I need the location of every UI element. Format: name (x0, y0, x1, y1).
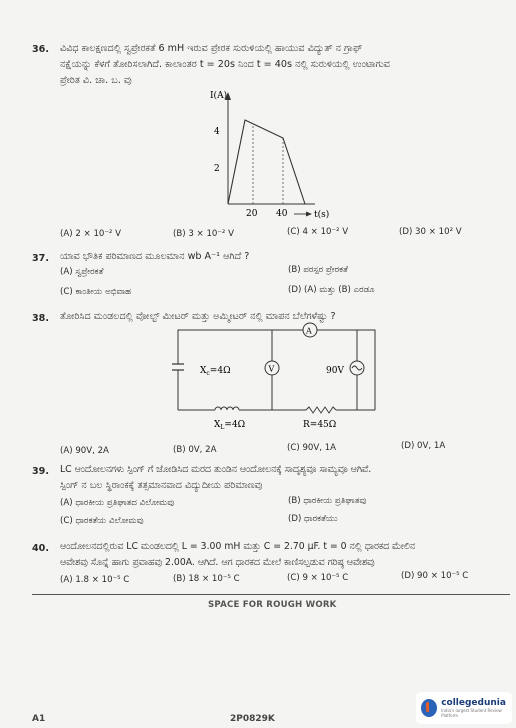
footer-paper-code: 2P0829K (230, 714, 275, 724)
footer-page-code: A1 (32, 714, 46, 724)
q37-option-c[interactable]: (C) ಕಾಂತೀಯ ಅಭಿವಾಹ (60, 287, 132, 297)
rough-work-divider (32, 594, 510, 595)
logo-name: collegedunia (441, 698, 506, 708)
q38-option-c[interactable]: (C) 90V, 1A (287, 443, 337, 453)
q40-text-line1: ಆಂದೋಲನದಲ್ಲಿರುವ LC ಮಂಡಲದಲ್ಲಿ L = 3.00 mH ಮತ್ತು C = 2.70 μF. t = 0 ನಲ್ಲಿ ಧಾರಕದ ಮೇಲಿನ (60, 541, 416, 552)
q36-option-c[interactable]: (C) 4 × 10⁻² V (287, 227, 349, 237)
q38-option-a[interactable]: (A) 90V, 2A (60, 446, 109, 456)
q36-option-b[interactable]: (B) 3 × 10⁻² V (173, 229, 234, 239)
q36-option-a[interactable]: (A) 2 × 10⁻² V (60, 229, 121, 239)
q37-option-a[interactable]: (A) ಸ್ವಪ್ರೇರಕತೆ (60, 267, 104, 277)
q36-current-graph (190, 86, 340, 224)
q38-text: ತೋರಿಸಿದ ಮಂಡಲದಲ್ಲಿ ವೋಲ್ಟ್ ಮೀಟರ್ ಮತ್ತು ಅಮ್ಮೀಟರ್ ನಲ್ಲಿ ಮಾಪನ ಬೆಲೆಗಳೆಷ್ಟು ? (60, 311, 336, 322)
q38-circuit-diagram (170, 322, 385, 434)
q40-option-b[interactable]: (B) 18 × 10⁻⁵ C (173, 574, 240, 584)
source-label: 90V (326, 366, 344, 376)
q40-text-line2: ಆವೇಶವು ಸೊನ್ನೆ ಹಾಗು ಪ್ರವಾಹವು 2.00A. ಆಗಿದೆ. ಆಗ ಧಾರಕದ ಮೇಲೆ ಕಾಣಿಸಲ್ಪಡುವ ಗರಿಷ್ಠ ಆವೇಶವು (60, 557, 375, 568)
q38-option-d[interactable]: (D) 0V, 1A (401, 441, 446, 451)
q39-number: 39. (32, 466, 49, 477)
q40-option-c[interactable]: (C) 9 × 10⁻⁵ C (287, 573, 349, 583)
xc-label: $X_c=4\Omega$ (200, 366, 231, 377)
q37-option-d[interactable]: (D) (A) ಮತ್ತು (B) ಎರಡೂ (288, 285, 375, 295)
q36-text-line1: ವಿವಿಧ ಕಾಲಕ್ಷಣದಲ್ಲಿ ಸ್ವಪ್ರೇರಕತೆ 6 mH ಇರುವ ಪ್ರೇರಕ ಸುರುಳಿಯಲ್ಲಿ ಹಾಯುವ ವಿದ್ಯುತ್ ನ ಗ್ರಾಫ್ (60, 43, 363, 54)
q40-option-d[interactable]: (D) 90 × 10⁻⁵ C (401, 571, 469, 581)
q36-number: 36. (32, 44, 49, 55)
q40-option-a[interactable]: (A) 1.8 × 10⁻⁵ C (60, 575, 130, 585)
collegedunia-logo (416, 692, 512, 724)
t-arrow-head (306, 212, 312, 217)
x-tick-40: 40 (276, 209, 288, 219)
q39-option-d[interactable]: (D) ಧಾರಕತೆಯು (288, 514, 338, 524)
q40-number: 40. (32, 543, 49, 554)
q39-option-c[interactable]: (C) ಧಾರಕತೆಯ ವಿಲೋಮವು (60, 516, 144, 526)
y-axis-label: I(A) (210, 91, 228, 101)
logo-tagline: India's largest Student Review Platform (441, 708, 502, 718)
q38-option-b[interactable]: (B) 0V, 2A (173, 445, 217, 455)
collegedunia-logo-icon (421, 699, 437, 717)
ammeter-label: A (306, 326, 312, 336)
q37-text: ಯಾವ ಭೌತಿಕ ಪರಿಮಾಣದ ಮೂಲಮಾನ wb A⁻¹ ಆಗಿದೆ ? (60, 251, 250, 262)
q37-option-b[interactable]: (B) ಪರಸ್ಪರ ಪ್ರೇರಕತೆ (288, 265, 348, 275)
q36-text-line2: ನಕ್ಷೆಯನ್ನು ಕೆಳಗೆ ತೋರಿಸಲಾಗಿದೆ. ಕಾಲಾಂತರ t = 20s ನಿಂದ t = 40s ನಲ್ಲಿ ಸುರುಳಿಯಲ್ಲಿ ಉಂಟಾಗುವ (60, 59, 390, 70)
x-axis-label: t(s) (314, 210, 330, 220)
resistor-label: R=45Ω (303, 420, 337, 430)
xl-label: $X_L=4\Omega$ (214, 420, 246, 431)
y-tick-4: 4 (214, 127, 220, 137)
x-tick-20: 20 (246, 209, 258, 219)
q39-option-a[interactable]: (A) ಧಾರಕೀಯ ಪ್ರತಿಘಾತದ ವಿಲೋಮವು (60, 498, 175, 508)
q36-text-line3: ಪ್ರೇರಿತ ವಿ. ಚಾ. ಬ. ವು (60, 75, 132, 86)
q37-number: 37. (32, 253, 49, 264)
q39-option-b[interactable]: (B) ಧಾರಕೀಯ ಪ್ರತಿಘಾತವು (288, 496, 367, 506)
q38-number: 38. (32, 313, 49, 324)
rough-work-label: SPACE FOR ROUGH WORK (208, 600, 337, 610)
q36-option-d[interactable]: (D) 30 × 10² V (399, 227, 462, 237)
current-curve (228, 120, 305, 204)
q39-text-line1: LC ಆಂದೋಲನಗಳು ಸ್ಪಿಂಗ್ ಗೆ ಜೋಡಿಸಿದ ಮರದ ತುಂಡಿನ ಆಂದೋಲನಕ್ಕೆ ಸಾದೃಶ್ಯವೂ ಸಾಮ್ಯವೂ ಆಗಿವೆ. (60, 464, 372, 475)
y-tick-2: 2 (214, 164, 220, 174)
voltmeter-label: V (268, 364, 275, 374)
q39-text-line2: ಸ್ಪಿಂಗ್ ನ ಬಲ ಸ್ಥಿರಾಂಕಕ್ಕೆ ತತ್ಸಮಾನವಾದ ವಿದ್ಯುದೀಯ ಪರಿಮಾಣವು (60, 480, 263, 491)
